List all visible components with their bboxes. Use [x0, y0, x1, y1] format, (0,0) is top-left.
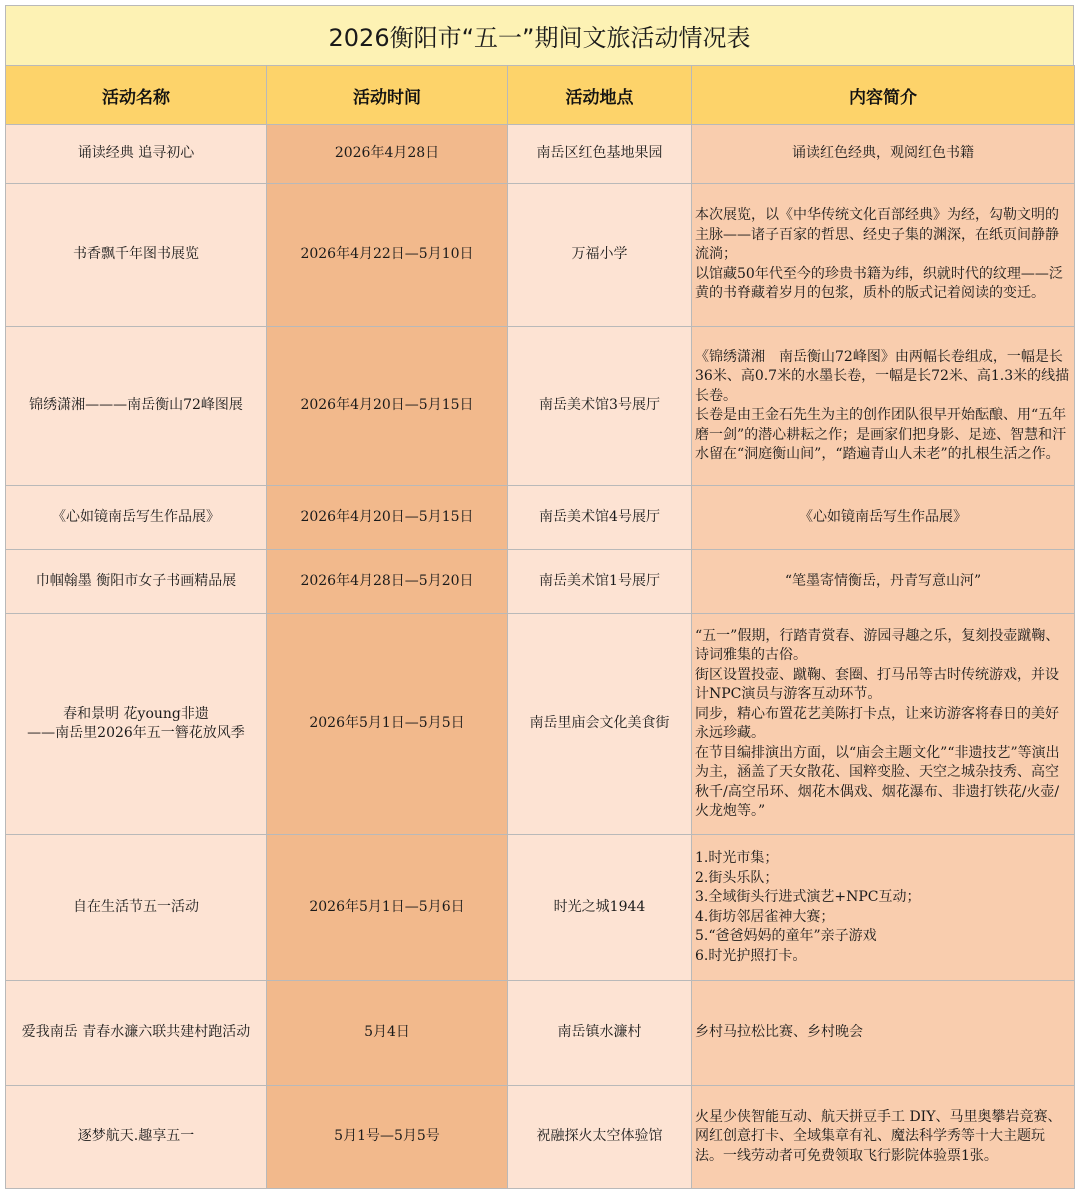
activity-place: 南岳区红色基地果园: [508, 125, 692, 184]
activity-name: 锦绣潇湘———南岳衡山72峰图展: [29, 397, 243, 414]
header-desc: 内容简介: [692, 66, 1075, 125]
activity-desc-paragraph: 《心如镜南岳写生作品展》: [799, 508, 967, 525]
activity-desc-cell: [692, 184, 1075, 327]
activity-desc-cell: [692, 550, 1075, 614]
activity-desc-paragraph: 2.街头乐队；: [695, 869, 779, 886]
activity-time: 5月1号—5月5号: [267, 1086, 508, 1189]
activity-name: 巾帼翰墨 衡阳市女子书画精品展: [35, 572, 237, 589]
activity-name: 逐梦航天.趣享五一: [77, 1128, 195, 1145]
table-row: [6, 835, 1075, 981]
activity-name: ——南岳里2026年五一簪花放风季: [27, 725, 245, 741]
table-row: [6, 184, 1075, 327]
activity-place: 南岳美术馆1号展厅: [508, 550, 692, 614]
activity-desc-cell: [692, 327, 1075, 486]
activity-desc-paragraph: 3.全域街头行进式演艺+NPC互动；: [695, 889, 921, 905]
activity-desc-paragraph: 街区设置投壶、蹴鞠、套圈、打马吊等古时传统游戏，并设计NPC演员与游客互动环节。: [695, 666, 1059, 702]
header-time: 活动时间: [267, 66, 508, 125]
activity-name-cell: [6, 486, 267, 550]
activity-time: 2026年4月28日—5月20日: [267, 550, 508, 614]
activity-desc-paragraph: “五一”假期，行踏青赏春、游园寻趣之乐，复刻投壶蹴鞠、诗词雅集的古俗。: [695, 627, 1060, 663]
activity-name: 《心如镜南岳写生作品展》: [52, 508, 220, 525]
activity-name: 书香飘千年图书展览: [73, 246, 199, 263]
activity-desc-paragraph: 火星少侠智能互动、航天拼豆手工 DIY、马里奥攀岩竞赛、网红创意打卡、全域集章有礼、魔法科学秀等十大主题玩法。一线劳动者可免费领取飞行影院体验票1张。: [695, 1108, 1062, 1164]
activity-name-cell: [6, 184, 267, 327]
table-row: [6, 486, 1075, 550]
activity-name: 自在生活节五一活动: [73, 898, 199, 915]
activity-name-cell: [6, 550, 267, 614]
activity-desc-paragraph: 1.时光市集；: [695, 850, 779, 866]
activity-desc-cell: [692, 614, 1075, 835]
activity-desc-paragraph: “笔墨寄情衡岳，丹青写意山河”: [784, 572, 982, 589]
activity-desc-paragraph: 在节目编排演出方面，以“庙会主题文化”“非遗技艺”等演出为主，涵盖了天女散花、国粹变脸、天空之城杂技秀、高空秋千/高空吊环、烟花木偶戏、烟花瀑布、非遗打铁花/火壶/火龙炮等。”: [695, 744, 1060, 819]
sheet-title: 2026衡阳市“五一”期间文旅活动情况表: [5, 5, 1074, 65]
activity-desc-paragraph: 长卷是由王金石先生为主的创作团队很早开始酝酿、用“五年磨一剑”的潜心耕耘之作；是画家们把身影、足迹、智慧和汗水留在“洞庭衡山间”，“踏遍青山人未老”的扎根生活之作。: [695, 407, 1067, 462]
activity-desc-cell: [692, 835, 1075, 981]
table-row: [6, 550, 1075, 614]
activity-name-cell: [6, 614, 267, 835]
activity-name-cell: [6, 1086, 267, 1189]
activity-name-cell: [6, 981, 267, 1086]
activity-name: 爱我南岳 青春水濂六联共建村跑活动: [21, 1024, 251, 1041]
activity-place: 南岳美术馆4号展厅: [508, 486, 692, 550]
table-row: [6, 125, 1075, 184]
table-row: [6, 981, 1075, 1086]
activity-place: 万福小学: [508, 184, 692, 327]
activity-table: [5, 65, 1075, 1189]
activity-desc-paragraph: 诵读红色经典，观阅红色书籍: [792, 145, 974, 162]
activity-time: 2026年4月20日—5月15日: [267, 327, 508, 486]
activity-time: 5月4日: [267, 981, 508, 1086]
activity-desc-paragraph: 同步，精心布置花艺美陈打卡点，让来访游客将春日的美好永远珍藏。: [695, 705, 1059, 741]
activity-place: 祝融探火太空体验馆: [508, 1086, 692, 1189]
activity-place: 南岳美术馆3号展厅: [508, 327, 692, 486]
activity-sheet: [5, 5, 1074, 1189]
activity-time: 2026年4月28日: [267, 125, 508, 184]
activity-desc-cell: [692, 486, 1075, 550]
activity-name: 诵读经典 追寻初心: [77, 145, 195, 162]
activity-time: 2026年5月1日—5月6日: [267, 835, 508, 981]
activity-time: 2026年4月20日—5月15日: [267, 486, 508, 550]
header-place: 活动地点: [508, 66, 692, 125]
table-row: [6, 1086, 1075, 1189]
activity-desc-paragraph: 4.街坊邻居雀神大赛；: [695, 908, 835, 925]
activity-time: 2026年5月1日—5月5日: [267, 614, 508, 835]
header-name: 活动名称: [6, 66, 267, 125]
activity-desc-paragraph: 乡村马拉松比赛、乡村晚会: [695, 1024, 863, 1041]
table-row: [6, 614, 1075, 835]
table-row: [6, 327, 1075, 486]
activity-desc-cell: [692, 981, 1075, 1086]
activity-place: 南岳镇水濂村: [508, 981, 692, 1086]
activity-desc-cell: [692, 125, 1075, 184]
activity-name-cell: [6, 125, 267, 184]
activity-desc-paragraph: 以馆藏50年代至今的珍贵书籍为纬，织就时代的纹理——泛黄的书脊藏着岁月的包浆，质朴的版式记着阅读的变迁。: [695, 265, 1063, 302]
activity-time: 2026年4月22日—5月10日: [267, 184, 508, 327]
activity-desc-paragraph: 6.时光护照打卡。: [695, 947, 807, 964]
activity-desc-cell: [692, 1086, 1075, 1189]
activity-name-cell: [6, 327, 267, 486]
activity-place: 时光之城1944: [508, 835, 692, 981]
activity-desc-paragraph: 《锦绣潇湘 南岳衡山72峰图》由两幅长卷组成，一幅是长36米、高0.7米的水墨长卷，一幅是长72米、高1.3米的线描长卷。: [695, 348, 1070, 404]
activity-place: 南岳里庙会文化美食街: [508, 614, 692, 835]
activity-desc-paragraph: 本次展览，以《中华传统文化百部经典》为经，勾勒文明的主脉——诸子百家的哲思、经史子集的渊深，在纸页间静静流淌；: [695, 207, 1059, 263]
activity-name: 春和景明 花young非遗: [63, 705, 209, 722]
header-row: [6, 66, 1075, 125]
activity-desc-paragraph: 5.“爸爸妈妈的童年”亲子游戏: [695, 928, 877, 944]
activity-name-cell: [6, 835, 267, 981]
